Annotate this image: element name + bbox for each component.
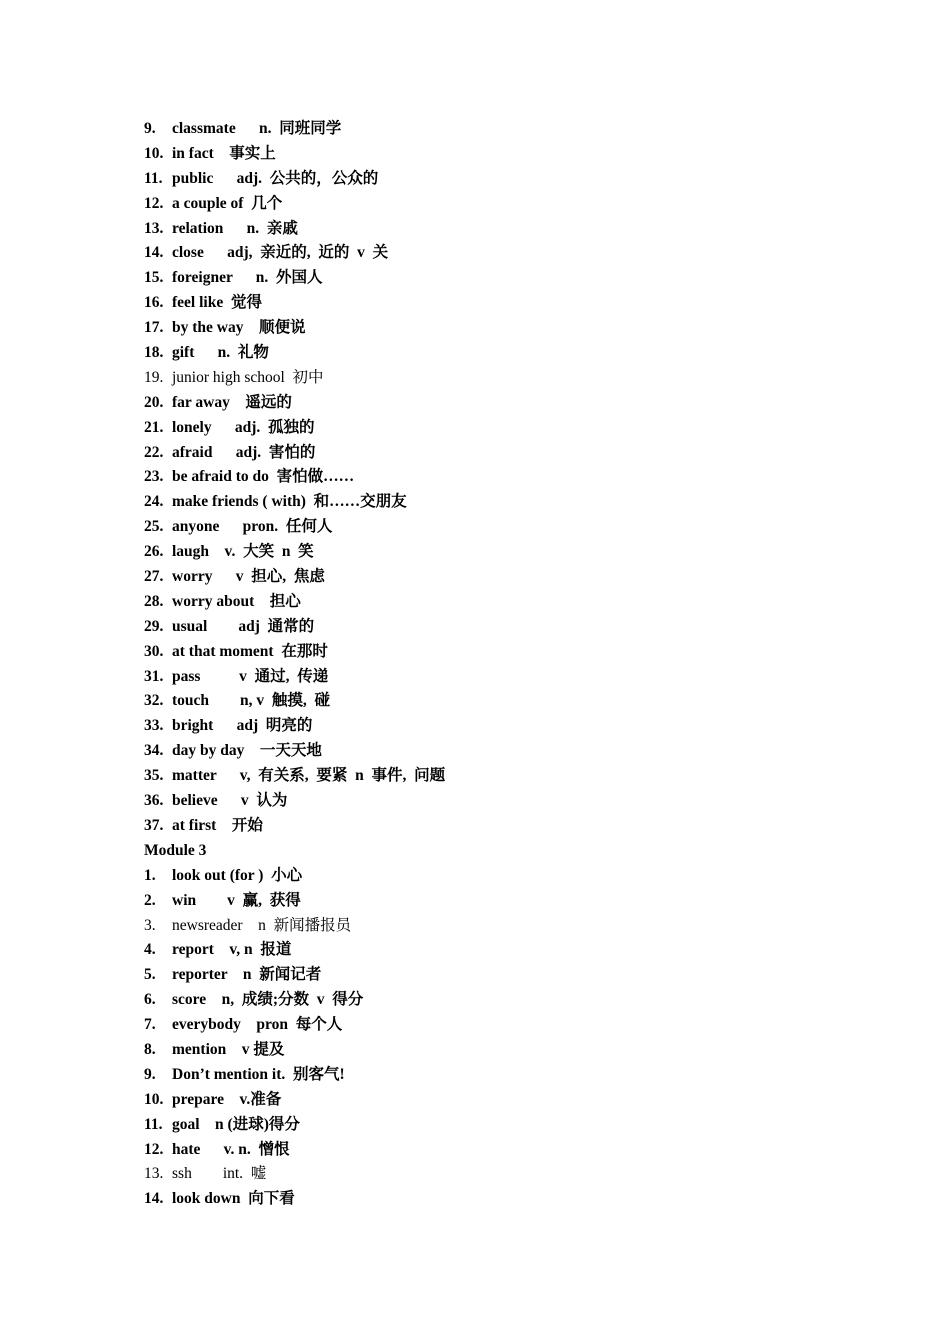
- entry-number: 11.: [144, 169, 163, 187]
- vocab-entry: [144, 1138, 445, 1163]
- entry-text: feel like 觉得: [172, 294, 262, 312]
- entry-number: 4.: [144, 941, 156, 959]
- entry-text: public adj. 公共的，公众的: [172, 169, 379, 187]
- entry-text: prepare v.准备: [172, 1090, 282, 1108]
- vocab-entry: [144, 864, 445, 889]
- entry-text: close adj, 亲近的, 近的 v 关: [172, 244, 389, 262]
- entry-number: 30.: [144, 642, 164, 660]
- vocab-entry: [144, 1187, 445, 1212]
- entry-text: look down 向下看: [172, 1190, 295, 1208]
- entry-text: mention v 提及: [172, 1040, 285, 1058]
- section-heading: [144, 839, 445, 864]
- vocab-entry: [144, 540, 445, 565]
- entry-text: worry v 担心, 焦虑: [172, 568, 325, 586]
- entry-text: gift n. 礼物: [172, 344, 269, 362]
- entry-text: by the way 顺便说: [172, 319, 306, 337]
- entry-number: 32.: [144, 692, 164, 710]
- entry-number: 22.: [144, 443, 164, 461]
- vocab-entry: [144, 142, 445, 167]
- vocabulary-list: [144, 117, 445, 1212]
- entry-text: bright adj 明亮的: [172, 717, 313, 735]
- entry-number: 8.: [144, 1040, 156, 1058]
- entry-number: 15.: [144, 269, 164, 287]
- entry-number: 17.: [144, 319, 164, 337]
- vocab-entry: [144, 192, 445, 217]
- entry-number: 9.: [144, 120, 156, 137]
- entry-number: 6.: [144, 991, 156, 1009]
- vocab-entry: [144, 689, 445, 714]
- entry-number: 10.: [144, 1090, 164, 1108]
- entry-text: goal n (进球)得分: [172, 1115, 300, 1133]
- vocab-entry: [144, 366, 445, 391]
- entry-text: Don’t mention it. 别客气!: [172, 1065, 345, 1083]
- entry-number: 34.: [144, 742, 164, 760]
- entry-text: believe v 认为: [172, 792, 288, 810]
- vocab-entry: [144, 391, 445, 416]
- vocab-entry: [144, 1063, 445, 1088]
- entry-number: 16.: [144, 294, 164, 312]
- entry-number: 10.: [144, 144, 164, 162]
- entry-text: reporter n 新闻记者: [172, 966, 322, 984]
- entry-text: far away 遥远的: [172, 393, 292, 411]
- entry-number: 19.: [144, 368, 164, 386]
- entry-text: classmate n. 同班同学: [172, 120, 342, 137]
- section-heading-text: Module 3: [144, 841, 207, 859]
- entry-number: 23.: [144, 468, 164, 486]
- entry-number: 33.: [144, 717, 164, 735]
- vocab-entry: [144, 590, 445, 615]
- entry-number: 35.: [144, 767, 164, 785]
- vocab-entry: [144, 963, 445, 988]
- vocab-entry: [144, 441, 445, 466]
- vocab-entry: [144, 217, 445, 242]
- entry-number: 37.: [144, 816, 164, 834]
- vocab-entry: [144, 938, 445, 963]
- vocab-entry: [144, 1038, 445, 1063]
- entry-text: laugh v. 大笑 n 笑: [172, 543, 314, 561]
- vocab-entry: [144, 789, 445, 814]
- entry-text: at first 开始: [172, 816, 263, 834]
- vocab-entry: [144, 640, 445, 665]
- entry-number: 21.: [144, 418, 164, 436]
- entry-text: pass v 通过, 传递: [172, 667, 329, 685]
- entry-text: in fact 事实上: [172, 144, 276, 162]
- vocab-entry: [144, 465, 445, 490]
- entry-text: worry about 担心: [172, 592, 301, 610]
- entry-number: 11.: [144, 1115, 163, 1133]
- entry-number: 31.: [144, 667, 164, 685]
- entry-text: hate v. n. 憎恨: [172, 1140, 290, 1158]
- entry-number: 1.: [144, 866, 156, 884]
- entry-number: 29.: [144, 617, 164, 635]
- entry-number: 12.: [144, 1140, 164, 1158]
- entry-text: foreigner n. 外国人: [172, 269, 323, 287]
- vocab-entry: [144, 1113, 445, 1138]
- vocab-entry: [144, 1088, 445, 1113]
- entry-text: report v, n 报道: [172, 941, 292, 959]
- vocab-entry: [144, 714, 445, 739]
- entry-number: 5.: [144, 966, 156, 984]
- vocab-entry: [144, 316, 445, 341]
- vocab-entry: [144, 266, 445, 291]
- entry-number: 13.: [144, 219, 164, 237]
- entry-text: everybody pron 每个人: [172, 1016, 343, 1034]
- entry-text: matter v, 有关系, 要紧 n 事件, 问题: [172, 767, 446, 785]
- vocab-entry: [144, 764, 445, 789]
- entry-number: 3.: [144, 916, 156, 934]
- vocab-entry: [144, 1162, 445, 1187]
- entry-text: look out (for ) 小心: [172, 866, 303, 884]
- vocab-entry: [144, 341, 445, 366]
- entry-number: 14.: [144, 244, 164, 262]
- entry-number: 12.: [144, 194, 164, 212]
- entry-number: 13.: [144, 1165, 164, 1183]
- vocab-entry: [144, 914, 445, 939]
- entry-number: 2.: [144, 891, 156, 909]
- entry-text: ssh int. 嘘: [172, 1165, 267, 1183]
- vocab-entry: [144, 615, 445, 640]
- vocab-entry: [144, 416, 445, 441]
- entry-text: at that moment 在那时: [172, 642, 328, 660]
- entry-text: afraid adj. 害怕的: [172, 443, 316, 461]
- entry-number: 26.: [144, 543, 164, 561]
- entry-number: 27.: [144, 568, 164, 586]
- vocab-entry: [144, 167, 445, 192]
- vocab-entry: [144, 515, 445, 540]
- entry-text: make friends ( with) 和……交朋友: [172, 493, 407, 511]
- entry-number: 28.: [144, 592, 164, 610]
- entry-number: 7.: [144, 1016, 156, 1034]
- entry-number: 24.: [144, 493, 164, 511]
- entry-number: 9.: [144, 1065, 156, 1083]
- entry-text: touch n, v 触摸, 碰: [172, 692, 331, 710]
- vocab-entry: [144, 739, 445, 764]
- entry-text: relation n. 亲戚: [172, 219, 298, 237]
- entry-text: usual adj 通常的: [172, 617, 315, 635]
- entry-number: 14.: [144, 1190, 164, 1208]
- entry-number: 36.: [144, 792, 164, 810]
- entry-number: 20.: [144, 393, 164, 411]
- entry-text: newsreader n 新闻播报员: [172, 916, 352, 934]
- entry-text: score n, 成绩;分数 v 得分: [172, 991, 364, 1009]
- vocab-entry: [144, 889, 445, 914]
- vocab-entry: [144, 814, 445, 839]
- entry-text: a couple of 几个: [172, 194, 283, 212]
- entry-number: 25.: [144, 518, 164, 536]
- vocab-entry: [144, 490, 445, 515]
- vocab-entry: [144, 988, 445, 1013]
- entry-text: win v 赢, 获得: [172, 891, 301, 909]
- vocab-entry: [144, 565, 445, 590]
- vocab-entry: [144, 291, 445, 316]
- vocab-entry: [144, 1013, 445, 1038]
- entry-text: be afraid to do 害怕做……: [172, 468, 355, 486]
- entry-text: lonely adj. 孤独的: [172, 418, 315, 436]
- entry-text: anyone pron. 任何人: [172, 518, 333, 536]
- entry-text: day by day 一天天地: [172, 742, 322, 760]
- vocab-entry: [144, 241, 445, 266]
- vocab-entry: [144, 665, 445, 690]
- entry-number: 18.: [144, 344, 164, 362]
- entry-text: junior high school 初中: [172, 368, 324, 386]
- vocab-entry: [144, 117, 445, 142]
